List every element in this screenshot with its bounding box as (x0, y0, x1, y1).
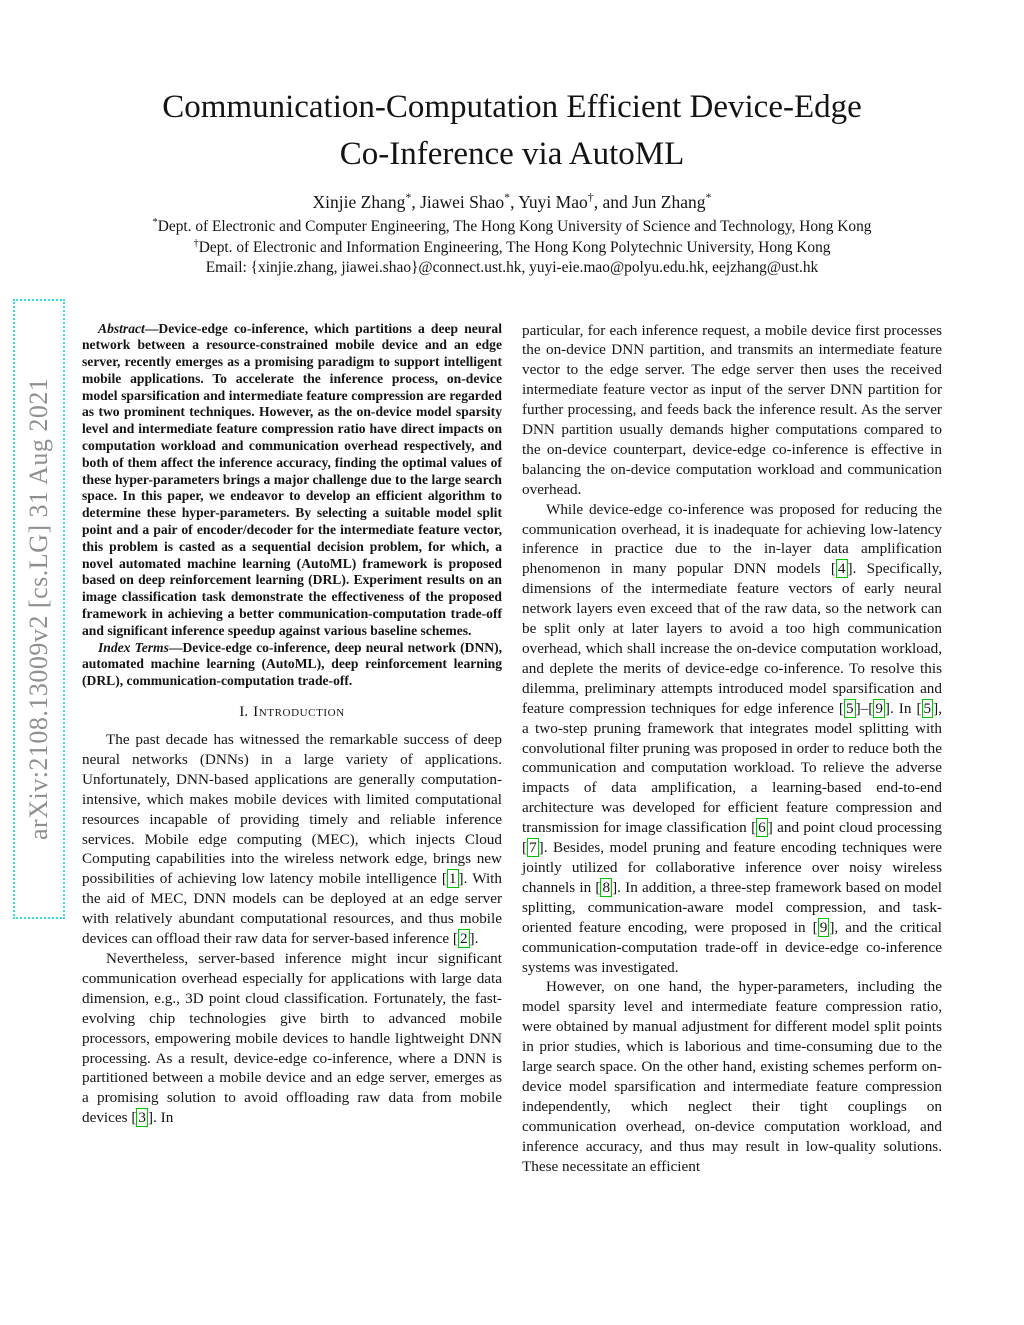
section-number: I. (239, 703, 249, 721)
affiliation-line-2 (82, 238, 942, 259)
abstract-text: —Device-edge co-inference, which partitions a deep neural network between a resource-constrained mobile device and an edge server, recently emerges as a promising paradigm to support intelligent mobile applications. To accelerate the inference process, on-device model sparsification and intermediate feature compression are regarded as two prominent techniques. However, as the on-device model sparsity level and intermediate feature compression ratio have direct impacts on computation workload and communication overhead respectively, and both of them affect the inference accuracy, finding the optimal values of these hyper-parameters brings a major challenge due to the large search space. In this paper, we endeavor to develop an efficient algorithm to determine these hyper-parameters. By selecting a suitable model split point and a pair of encoder/decoder for the intermediate feature vector, this problem is casted as a sequential decision problem, for which, a novel automated machine learning (AutoML) framework is proposed based on deep reinforcement learning (DRL). Experiment results on an image classification task demonstrate the effectiveness of the proposed framework in achieving a better communication-computation trade-off and significant inference speedup against various baseline schemes. (82, 320, 502, 638)
citation-ref[interactable]: 9 (875, 699, 883, 717)
affiliation-marker-2: † (193, 237, 199, 249)
author-marker: † (587, 190, 594, 205)
author-marker: * (504, 190, 511, 205)
right-column (522, 321, 942, 1177)
citation-ref[interactable]: 2 (459, 930, 468, 948)
paper-title-line-2: Co-Inference via AutoML (339, 136, 685, 172)
intro-paragraph-4: However, on one hand, the hyper-parameters, including the model sparsity level and intermediate feature compression ratio, were obtained by manual adjustment for different model split points in prior studies, which is laborious and time-consuming due to the large search space. On the other hand, existing schemes perform on-device model sparsification and intermediate feature compression independently, which neglect their tight couplings on communication overhead, on-device computation workload, and inference accuracy, and thus may result in low-quality solutions. These necessitate an efficient (522, 978, 942, 1175)
left-column (82, 321, 502, 1177)
citation-ref[interactable]: 5 (923, 699, 932, 717)
intro-paragraph-2: Nevertheless, server-based inference might incur significant communication overhead especially for applications with large data dimension, e.g., 3D point cloud classification. Fortunately, the fast-evolving chip technologies give birth to advanced mobile processors, empowering mobile devices to handle lightweight DNN processing. As a result, device-edge co-inference, where a DNN is partitioned between a mobile device and an edge server, emerges as a promising solution to avoid offloading raw data from mobile devices [ 3 ]. In (82, 950, 502, 1127)
section-title: Introduction (253, 703, 345, 721)
citation-ref[interactable]: 6 (758, 819, 766, 837)
section-heading-introduction (82, 703, 502, 721)
index-terms-paragraph (82, 640, 502, 690)
email-line: Email: {xinjie.zhang, jiawei.shao}@connect.ust.hk, yuyi-eie.mao@polyu.edu.hk, eejzhang@ust.hk (205, 259, 819, 276)
intro-paragraph-1: The past decade has witnessed the remarkable success of deep neural networks (DNNs) in a large variety of applications. Unfortunately, DNN-based applications are generally computation-intensive, which makes mobile devices with limited computational resources incapable of providing timely and reliable inference services. Mobile edge computing (MEC), which injects Cloud Computing capabilities into the wireless network edge, brings new possibilities of achieving low latency mobile intelligence [ 1 ]. With the aid of MEC, DNN models can be deployed at an edge server with relatively abundant computational resources, and thus mobile devices can offload their raw data for server-based inference [ 2 ]. (82, 731, 502, 948)
intro-paragraph-2-continued: particular, for each inference request, a mobile device first processes the on-device DNN partition, and transmits an intermediate feature vector to the edge server. The edge server then uses the received intermediate feature vector as input of the server DNN partition for further processing, and feeds back the inference result. As the server DNN partition usually demands higher computations compared to the on-device counterpart, device-edge co-inference is effective in balancing the on-device computation workload and communication overhead. (522, 321, 942, 498)
paper-content (82, 0, 942, 1176)
arxiv-watermark-text: arXiv:2108.13009v2 [cs.LG] 31 Aug 2021 (24, 377, 53, 841)
citation-ref[interactable]: 5 (846, 699, 854, 717)
author-line: Xinjie Zhang*, Jiawei Shao*, Yuyi Mao†, and Jun Zhang* (312, 190, 712, 212)
two-column-body (82, 321, 942, 1177)
index-terms-text: —Device-edge co-inference, deep neural network (DNN), automated machine learning (AutoML), deep reinforcement learning (DRL), communication-computation trade-off. (82, 639, 503, 689)
citation-ref[interactable]: 4 (837, 560, 846, 578)
arxiv-watermark (13, 299, 65, 919)
paper-title-line-1: Communication-Computation Efficient Device-Edge (162, 89, 862, 125)
affiliation-line-1 (82, 217, 942, 238)
citation-ref[interactable]: 7 (529, 839, 537, 857)
affiliation-block (82, 217, 942, 279)
index-terms-label: Index Terms (98, 639, 169, 655)
citation-ref[interactable]: 1 (448, 870, 457, 888)
citation-ref[interactable]: 8 (602, 878, 611, 896)
citation-ref[interactable]: 3 (138, 1109, 146, 1127)
citation-ref[interactable]: 9 (819, 918, 828, 936)
author-marker: * (405, 190, 412, 205)
affiliation-text-2: Dept. of Electronic and Information Engineering, The Hong Kong Polytechnic University, Hong Kong (198, 238, 831, 256)
paper-title (82, 84, 942, 178)
affiliation-marker-1: * (152, 216, 158, 228)
affiliation-text-1: Dept. of Electronic and Computer Engineering, The Hong Kong University of Science and Technology, Hong Kong (157, 218, 872, 235)
abstract-paragraph (82, 321, 502, 640)
intro-paragraph-3: While device-edge co-inference was proposed for reducing the communication overhead, it is inadequate for achieving low-latency inference in practice due to the in-layer data amplification phenomenon in many popular DNN models [ 4 ]. Specifically, dimensions of the intermediate feature vectors of early neural network layers even exceed that of the raw data, so the network can be split only at later layers to avoid a too high communication overhead, which shall increase the on-device computation workload, and deplete the merits of device-edge co-inference. To resolve this dilemma, preliminary attempts introduced model sparsification and feature compression techniques for edge inference [ 5 ]–[ 9 ]. In [ 5 ], a two-step pruning framework that integrates model splitting with convolutional filter pruning was proposed in order to reduce both the communication and computation workload. To relieve the adverse impacts of data amplification, a learning-based end-to-end architecture was developed for efficient feature compression and transmission for image classification [ 6 ] and point cloud processing [ 7 ]. Besides, model pruning and feature encoding techniques were jointly utilized for collaborative inference over noisy wireless channels in [ 8 ]. In addition, a three-step framework based on model splitting, communication-aware model compression, and task-oriented feature encoding, were proposed in [ 9 ], and the critical communication-computation trade-off in device-edge co-inference systems was investigated. (522, 500, 942, 976)
abstract-label: Abstract (98, 320, 145, 336)
author-marker: * (705, 190, 712, 205)
